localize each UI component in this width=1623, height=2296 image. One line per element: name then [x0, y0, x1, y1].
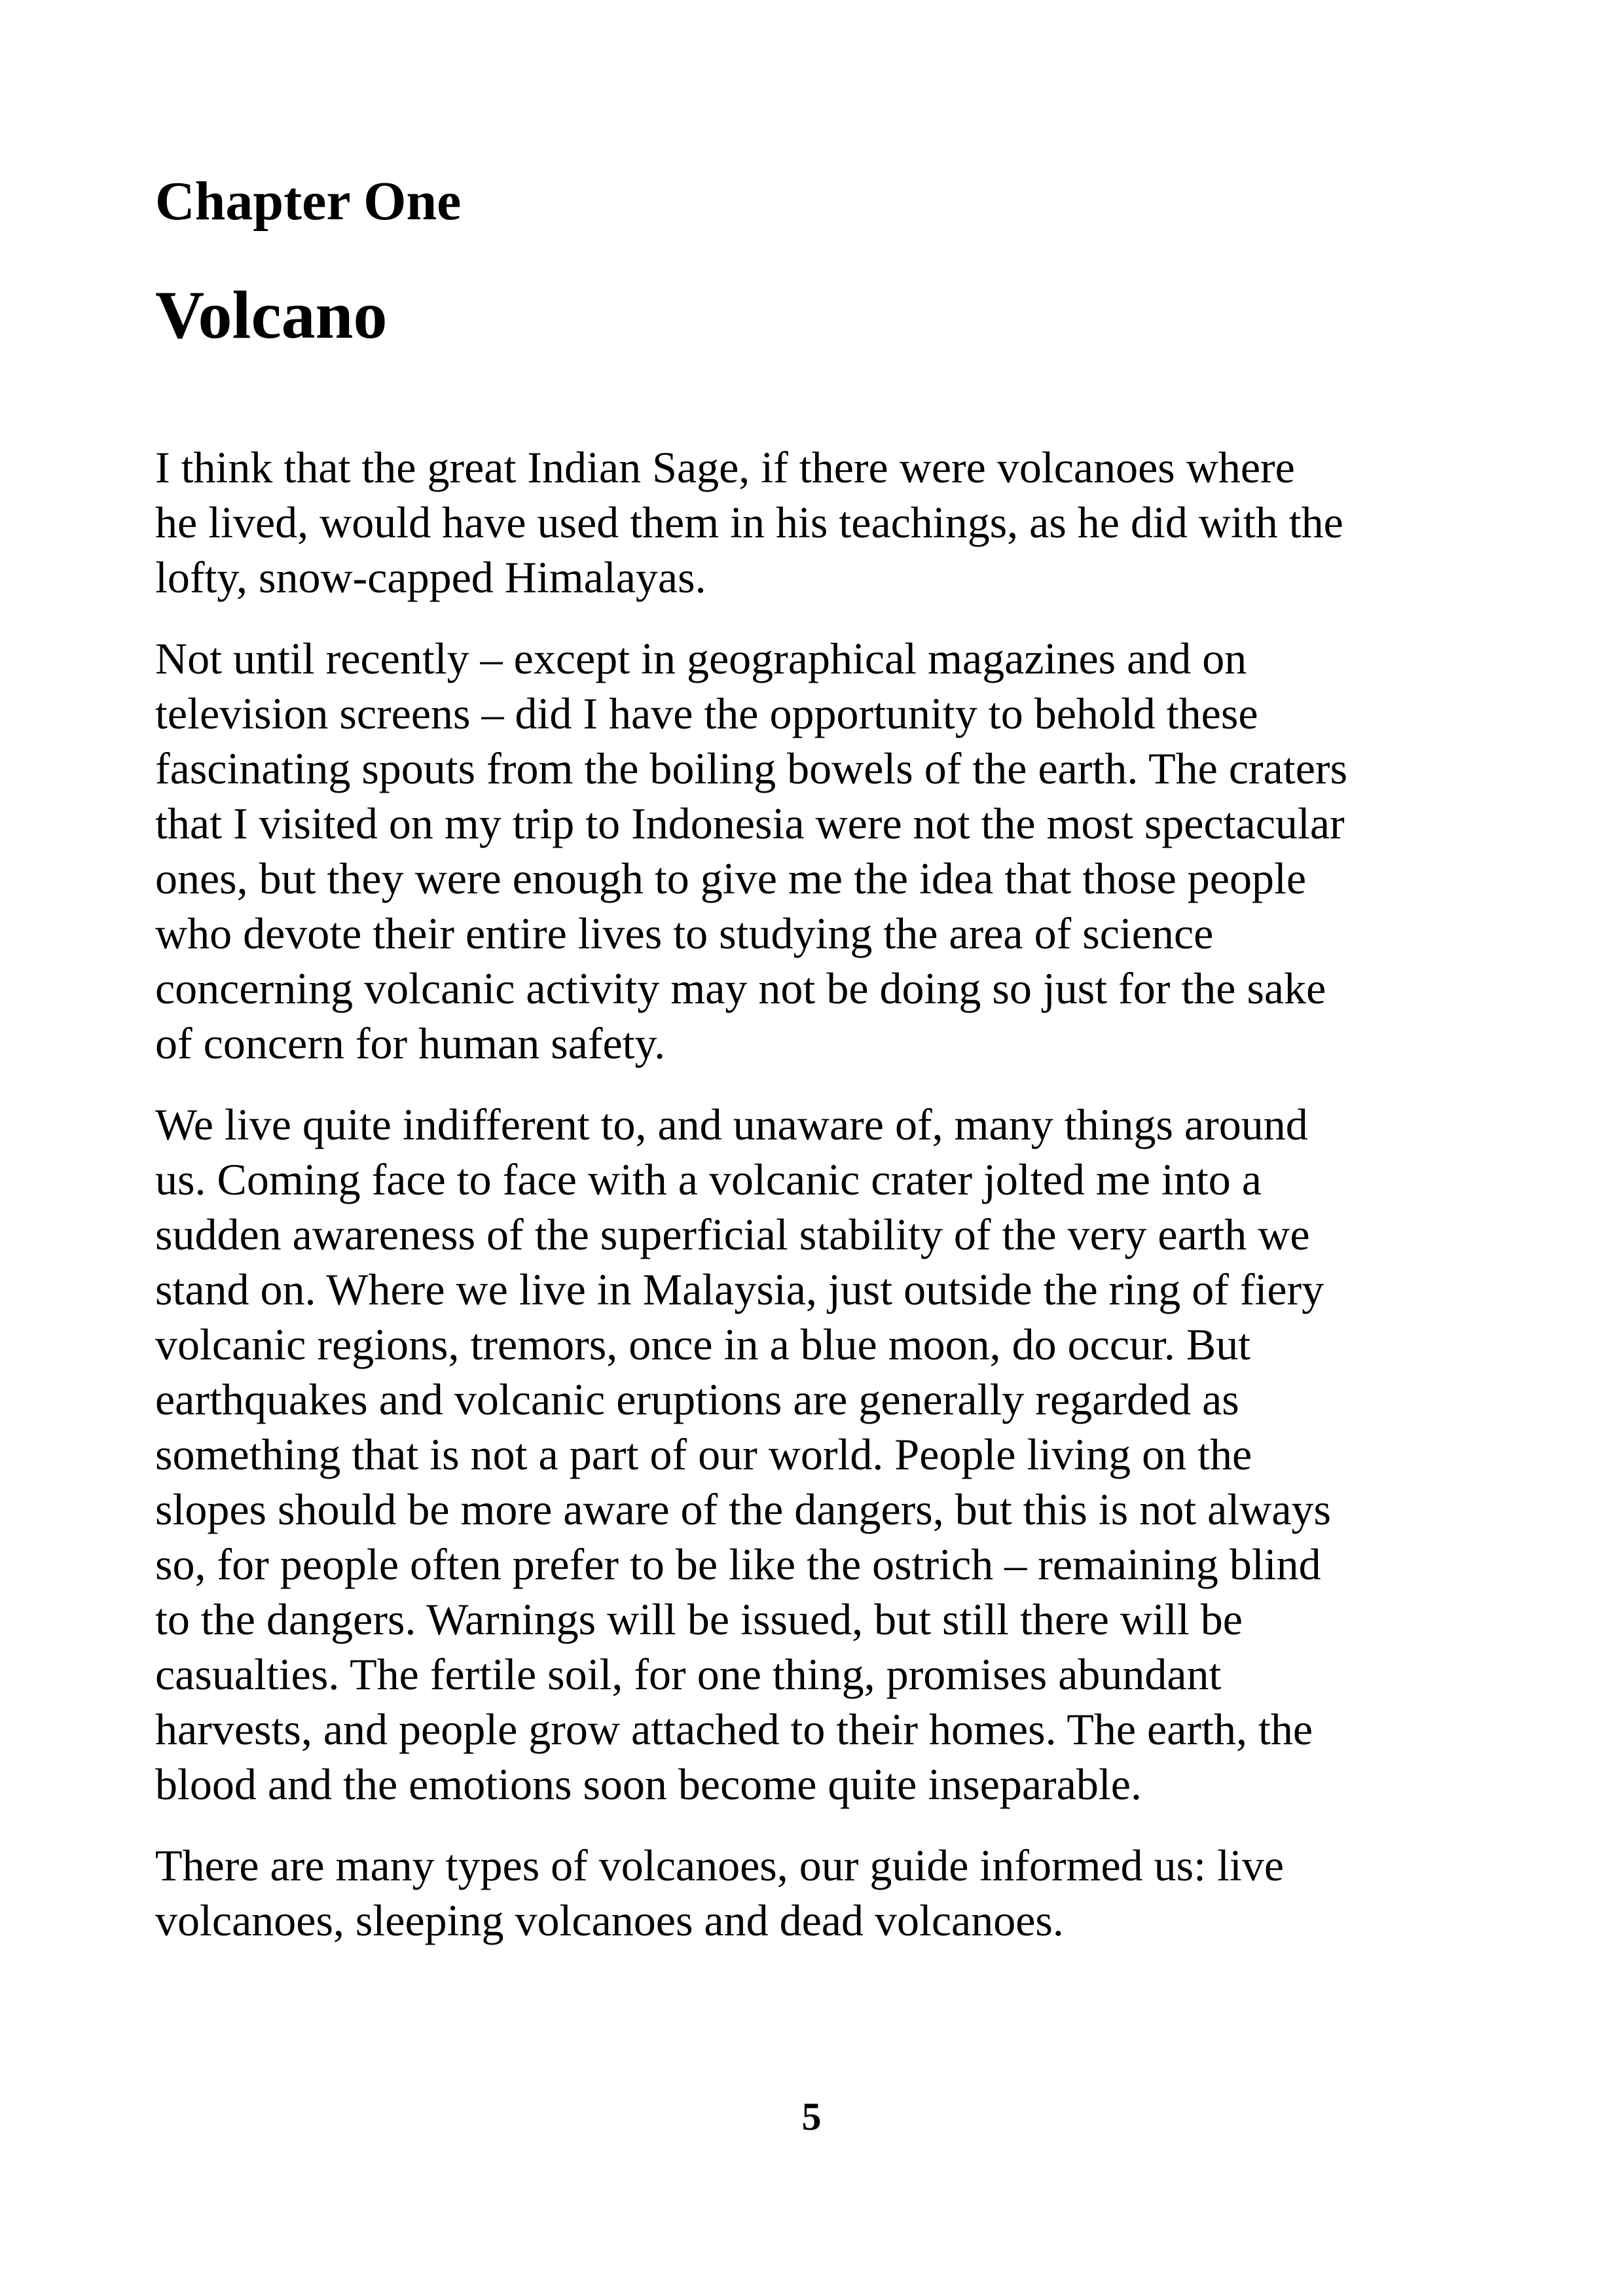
text-line: casualties. The fertile soil, for one thing, promises abundant: [155, 1649, 1222, 1699]
text-line: to the dangers. Warnings will be issued, but still there will be: [155, 1594, 1243, 1644]
paragraph: [155, 631, 1491, 1071]
text-line: that I visited on my trip to Indonesia were not the most spectacular: [155, 798, 1345, 848]
text-line: slopes should be more aware of the dangers, but this is not always: [155, 1484, 1331, 1534]
body-text: [155, 440, 1491, 1974]
paragraph: [155, 1097, 1491, 1812]
text-line: earthquakes and volcanic eruptions are generally regarded as: [155, 1374, 1239, 1424]
text-line: of concern for human safety.: [155, 1018, 666, 1068]
text-line: Not until recently – except in geographical magazines and on: [155, 634, 1247, 683]
paragraph: [155, 440, 1491, 605]
text-line: fascinating spouts from the boiling bowels of the earth. The craters: [155, 744, 1348, 793]
text-line: concerning volcanic activity may not be doing so just for the sake: [155, 963, 1326, 1013]
text-line: volcanic regions, tremors, once in a blue moon, do occur. But: [155, 1319, 1251, 1369]
text-line: he lived, would have used them in his teachings, as he did with the: [155, 497, 1343, 547]
text-line: something that is not a part of our world. People living on the: [155, 1429, 1252, 1479]
text-line: who devote their entire lives to studying the area of science: [155, 908, 1214, 958]
text-line: blood and the emotions soon become quite inseparable.: [155, 1759, 1142, 1809]
text-line: volcanoes, sleeping volcanoes and dead volcanoes.: [155, 1895, 1064, 1945]
text-line: harvests, and people grow attached to their homes. The earth, the: [155, 1704, 1313, 1754]
text-line: ones, but they were enough to give me the idea that those people: [155, 853, 1307, 903]
page-number: 5: [801, 2095, 822, 2138]
text-line: so, for people often prefer to be like the ostrich – remaining blind: [155, 1539, 1321, 1589]
text-line: There are many types of volcanoes, our guide informed us: live: [155, 1840, 1285, 1890]
text-line: us. Coming face to face with a volcanic crater jolted me into a: [155, 1155, 1262, 1204]
text-line: television screens – did I have the opportunity to behold these: [155, 689, 1258, 738]
text-line: We live quite indifferent to, and unaware of, many things around: [155, 1100, 1308, 1149]
text-line: stand on. Where we live in Malaysia, just outside the ring of fiery: [155, 1265, 1324, 1314]
chapter-title: Volcano: [155, 278, 388, 353]
text-line: I think that the great Indian Sage, if there were volcanoes where: [155, 442, 1295, 492]
text-line: sudden awareness of the superficial stability of the very earth we: [155, 1210, 1310, 1259]
text-line: lofty, snow-capped Himalayas.: [155, 552, 706, 602]
paragraph: [155, 1838, 1491, 1948]
chapter-label: Chapter One: [155, 171, 462, 232]
